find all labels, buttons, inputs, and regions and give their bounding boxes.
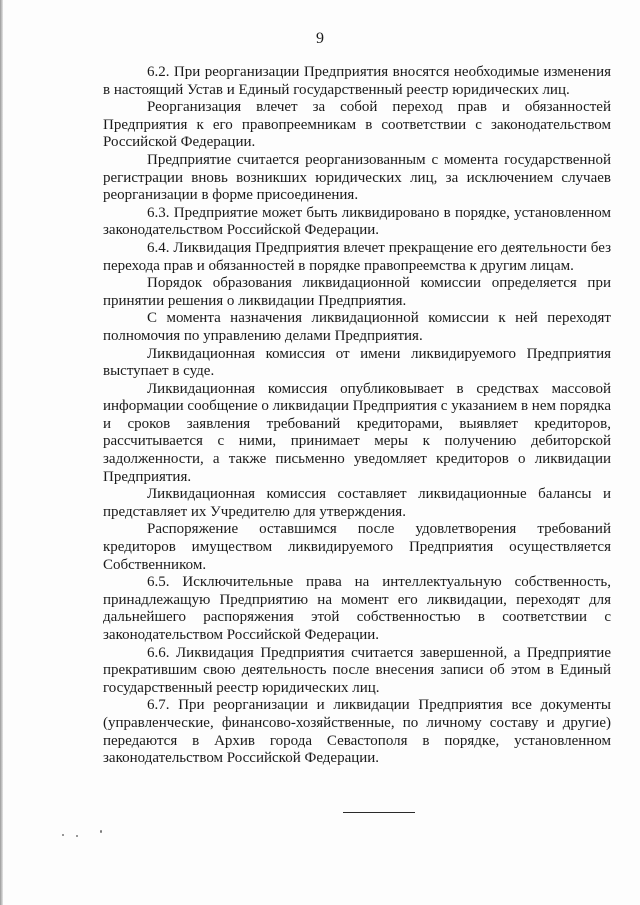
document-body: [103, 64, 611, 768]
paragraph-commission-court: Ликвидационная комиссия от имени ликвидируемого Предприятия выступает в суде.: [103, 345, 611, 380]
paragraph-commission-publication: Ликвидационная комиссия опубликовывает в средствах массовой информации сообщение о ликвидации Предприятия с указанием в нем порядка и сроков заявления требований кредиторами, выявляет кредиторов, рассчитывается с ними, принимает меры к получению дебиторской задолженности, а также письменно уведомляет кредиторов о ликвидации Предприятия.: [103, 380, 611, 485]
paragraph-6-4: 6.4. Ликвидация Предприятия влечет прекращение его деятельности без перехода прав и обязанностей в порядке правопреемства к другим лицам.: [103, 239, 611, 274]
page-number: 9: [316, 30, 324, 47]
paragraph-6-5: 6.5. Исключительные права на интеллектуальную собственность, принадлежащую Предприятию на момент его ликвидации, переходят для дальнейшего распоряжения этой собственностью в соответствии с законодательством Российской Федерации.: [103, 574, 611, 643]
paragraph-remaining-property: Распоряжение оставшимся после удовлетворения требований кредиторов имуществом ликвидируемого Предприятия осуществляется Собственником.: [103, 521, 611, 573]
scan-speck: [100, 830, 102, 833]
paragraph-6-6: 6.6. Ликвидация Предприятия считается завершенной, а Предприятие прекратившим свою деятельность после внесения записи об этом в Единый государственный реестр юридических лиц.: [103, 644, 611, 696]
page-left-edge-shadow: [0, 0, 3, 905]
paragraph-commission-order: Порядок образования ликвидационной комиссии определяется при принятии решения о ликвидации Предприятия.: [103, 275, 611, 309]
paragraph-reorganization-moment: Предприятие считается реорганизованным с момента государственной регистрации вновь возникших юридических лиц, за исключением случаев реорганизации в форме присоединения.: [103, 151, 611, 204]
paragraph-commission-balances: Ликвидационная комиссия составляет ликвидационные балансы и представляет их Учредителю для утверждения.: [103, 486, 611, 520]
scan-speck: [62, 834, 64, 836]
paragraph-6-3: 6.3. Предприятие может быть ликвидировано в порядке, установленном законодательством Российской Федерации.: [103, 204, 611, 239]
scan-speck: [76, 835, 78, 837]
paragraph-6-2: 6.2. При реорганизации Предприятия вносятся необходимые изменения в настоящий Устав и Единый государственный реестр юридических лиц.: [103, 64, 611, 98]
end-rule: [343, 812, 415, 813]
paragraph-6-7: 6.7. При реорганизации и ликвидации Предприятия все документы (управленческие, финансово-хозяйственные, по личному составу и другие) передаются в Архив города Севастополя в порядке, установленном законодательством Российской Федерации.: [103, 697, 611, 767]
paragraph-commission-powers: С момента назначения ликвидационной комиссии к ней переходят полномочия по управлению делами Предприятия.: [103, 310, 611, 344]
paragraph-reorganization-transfer: Реорганизация влечет за собой переход прав и обязанностей Предприятия к его правопреемникам в соответствии с законодательством Российской Федерации.: [103, 99, 611, 151]
